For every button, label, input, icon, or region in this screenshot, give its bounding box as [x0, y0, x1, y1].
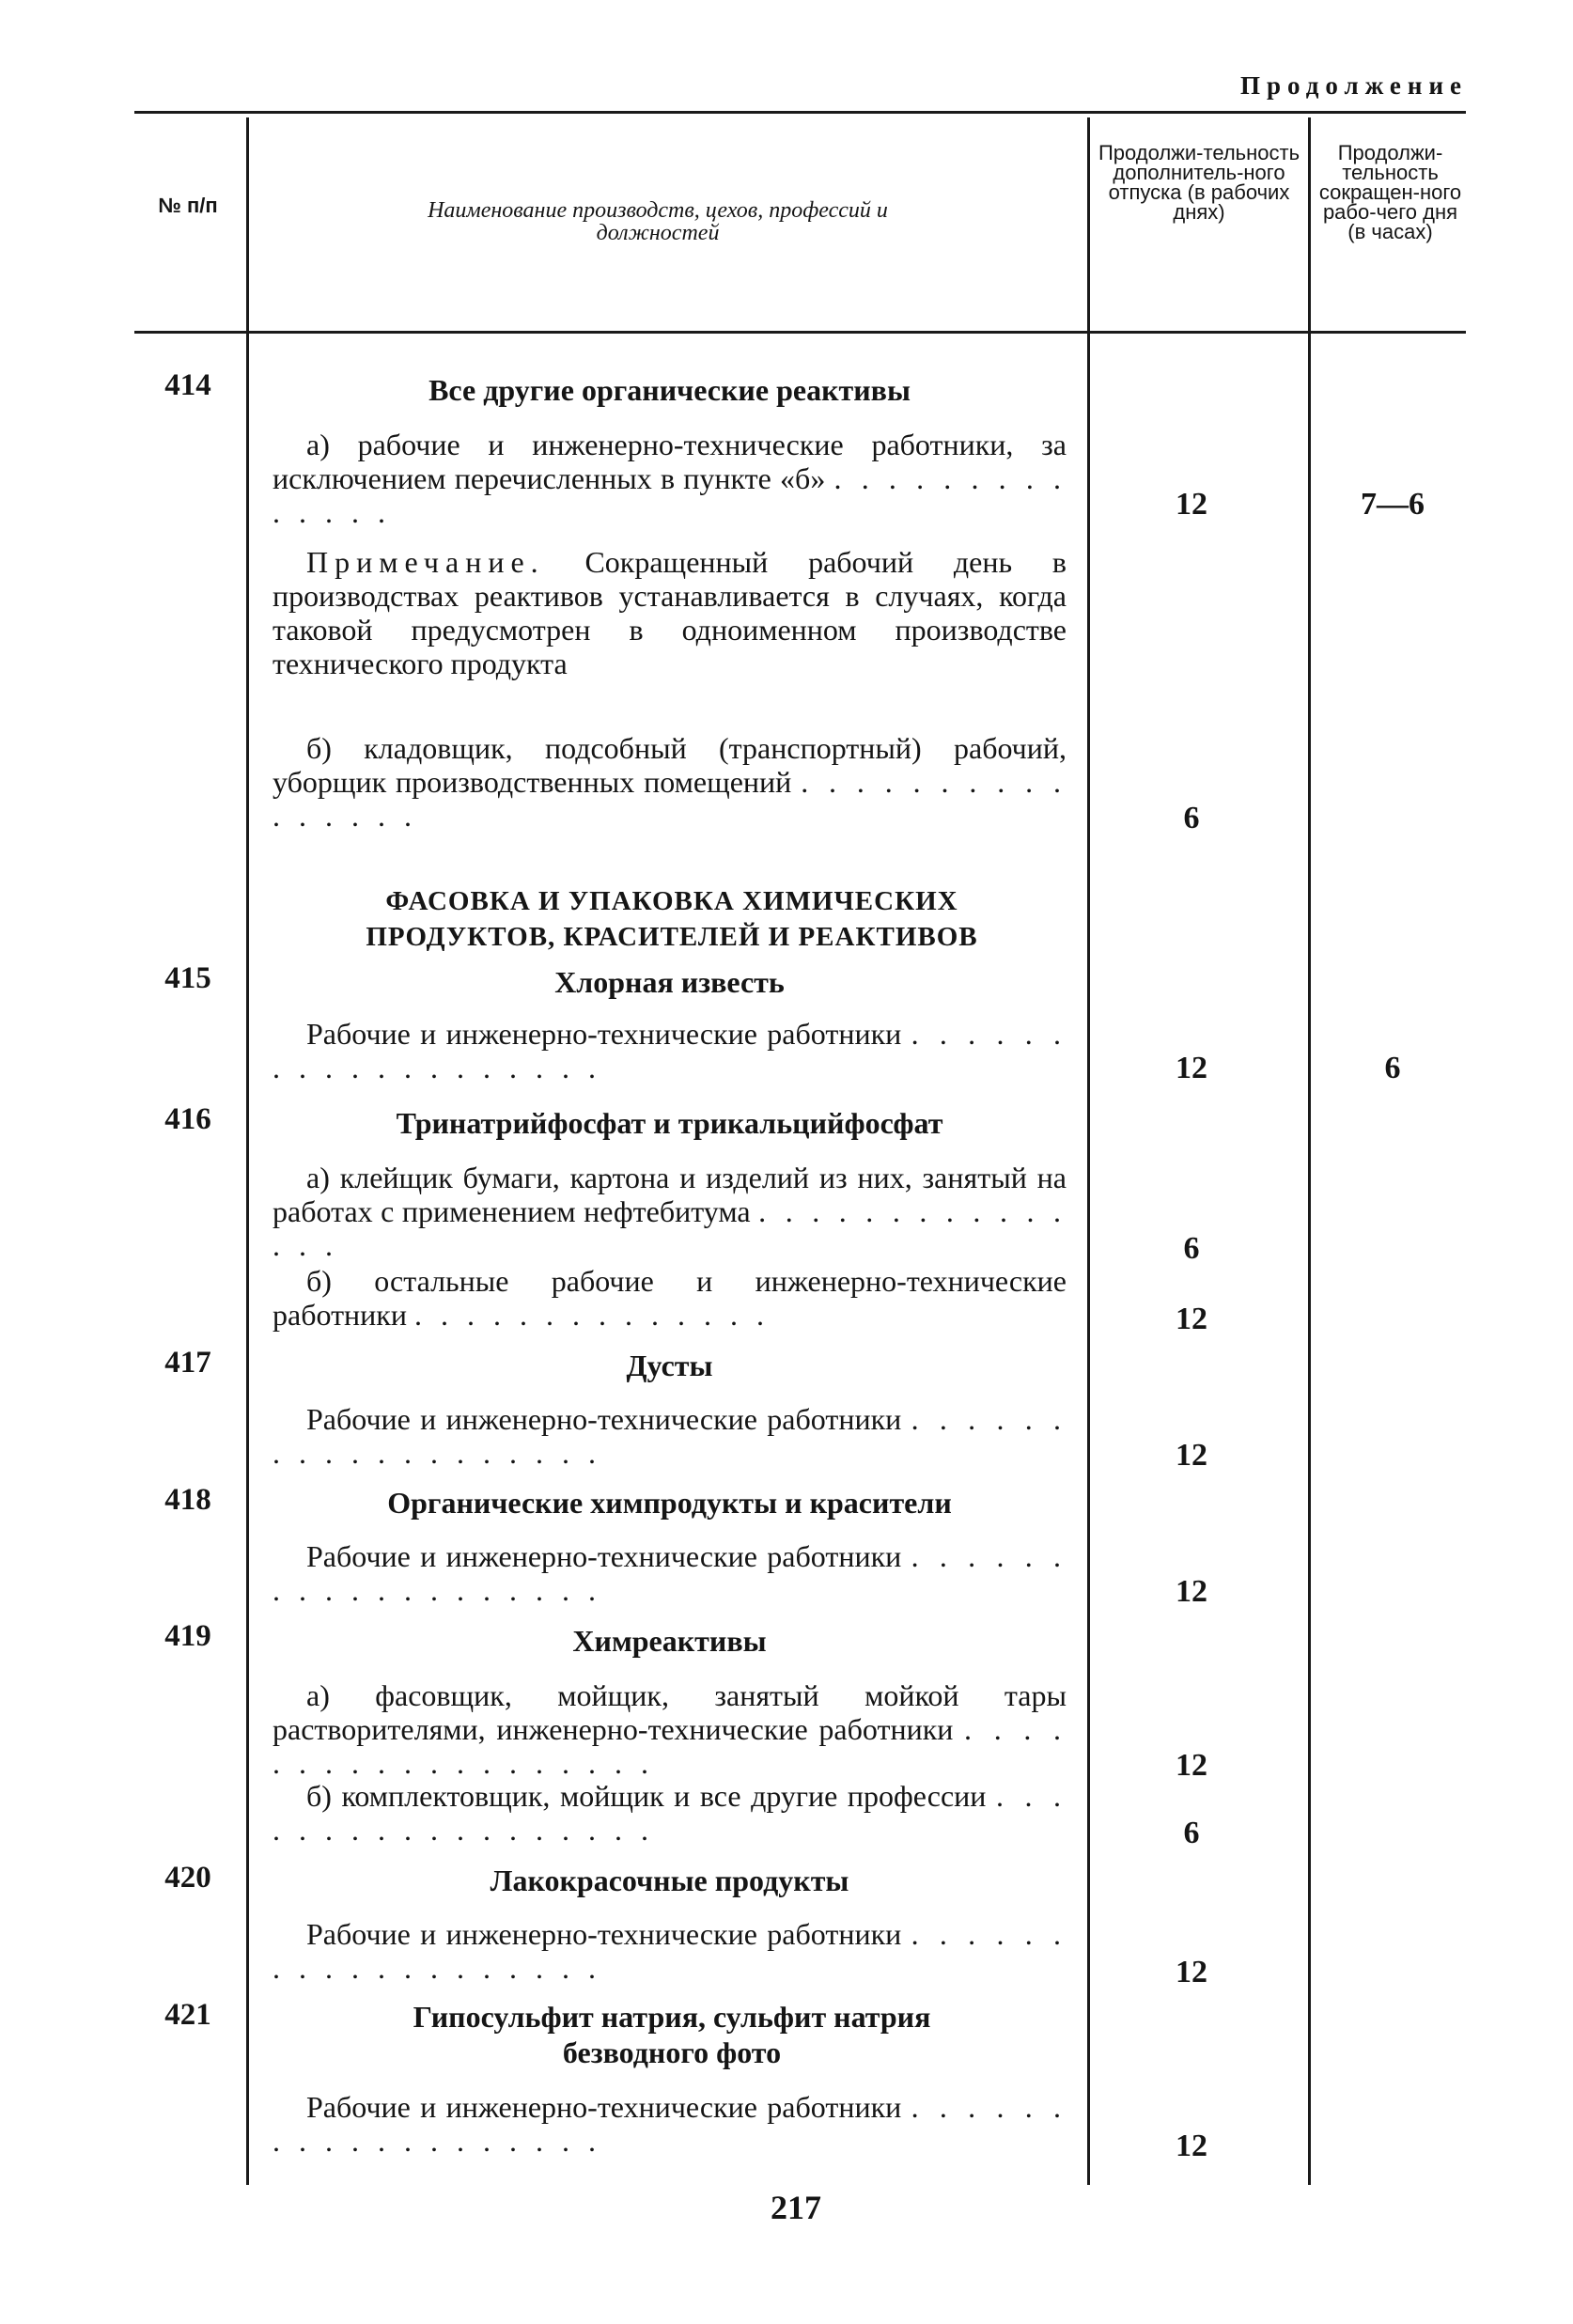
- list-item: [273, 428, 1067, 529]
- page-number: 217: [771, 2189, 821, 2226]
- row-number: 419: [164, 1619, 211, 1653]
- leave-days-value: 12: [1176, 1438, 1207, 1473]
- leader-dots: . . . . . . . . . . . . . . . . . . .: [273, 1917, 1067, 1985]
- leave-days-value: 6: [1183, 1231, 1200, 1266]
- column-divider-3: [1308, 117, 1311, 2185]
- leave-days-value: 6: [1183, 1816, 1200, 1850]
- row-number: 420: [164, 1861, 211, 1895]
- leave-days-value: 12: [1176, 487, 1207, 522]
- leave-days-value: 12: [1176, 1748, 1207, 1783]
- list-item: [273, 2090, 1067, 2158]
- list-item: [273, 1539, 1067, 1607]
- header-col-leave: Продолжи-тельность дополнитель-ного отпуска (в рабочих днях): [1098, 141, 1300, 224]
- list-item: [273, 1678, 1067, 1780]
- leader-dots: . . . . . . . . . . . . . . . .: [273, 765, 1067, 833]
- leave-days-value: 12: [1176, 1302, 1207, 1336]
- leave-days-value: 12: [1176, 2129, 1207, 2163]
- item-text: б) остальные рабочие и инженерно-технические работники: [273, 1264, 1067, 1332]
- item-text: Рабочие и инженерно-технические работники: [306, 1917, 902, 1951]
- header-bottom-rule: [134, 331, 1466, 334]
- item-text: а) клейщик бумаги, картона и изделий из них, занятый на работах с применением нефтебитума: [273, 1161, 1067, 1228]
- row-number: 415: [164, 961, 211, 995]
- header-col-name: Наименование производств, цехов, профессий и должностей: [428, 198, 888, 245]
- leader-dots: . . . . . . . . . . . . . .: [413, 1298, 770, 1332]
- item-text: а) фасовщик, мойщик, занятый мойкой тары растворителями, инженерно-технические работники: [273, 1678, 1067, 1746]
- reduced-hours-value: 6: [1384, 1051, 1401, 1085]
- list-item: [273, 731, 1067, 833]
- section-heading: Лакокрасочные продукты: [490, 1864, 849, 1897]
- leader-dots: . . . . . . . . . . . . . . . . . . .: [273, 1712, 1067, 1780]
- leader-dots: . . . . . . . . . . . . . .: [273, 461, 1067, 529]
- row-number: 418: [164, 1483, 211, 1517]
- row-number: 421: [164, 1998, 211, 2032]
- item-text: Рабочие и инженерно-технические работники: [306, 2090, 902, 2124]
- leader-dots: . . . . . . . . . . . . . . . . . .: [273, 1779, 1067, 1847]
- list-item: [273, 1161, 1067, 1262]
- leave-days-value: 6: [1183, 801, 1200, 835]
- continuation-label: Продолжение: [1240, 71, 1468, 100]
- header-col-num: № п/п: [158, 194, 218, 217]
- item-text: Рабочие и инженерно-технические работники: [306, 1539, 902, 1573]
- leader-dots: . . . . . . . . . . . . . . . . . . .: [273, 1402, 1067, 1470]
- section-heading: Дусты: [626, 1349, 713, 1382]
- leave-days-value: 12: [1176, 1051, 1207, 1085]
- leave-days-value: 12: [1176, 1574, 1207, 1609]
- leave-days-value: 12: [1176, 1955, 1207, 1989]
- list-item: [273, 1402, 1067, 1470]
- reduced-hours-value: 7—6: [1361, 487, 1425, 522]
- column-divider-1: [246, 117, 249, 2185]
- section-heading: Гипосульфит натрия, сульфит натрия безводного фото: [413, 2000, 931, 2069]
- note-label: Примечание.: [306, 545, 545, 579]
- list-item: [273, 1017, 1067, 1084]
- item-text: б) комплектовщик, мойщик и все другие профессии: [306, 1779, 987, 1813]
- row-number: 414: [164, 368, 211, 402]
- item-text: Рабочие и инженерно-технические работники: [306, 1402, 902, 1436]
- item-text: Рабочие и инженерно-технические работники: [306, 1017, 902, 1051]
- list-item: [273, 1779, 1067, 1847]
- section-heading: Тринатрийфосфат и трикальцийфосфат: [396, 1106, 943, 1140]
- section-heading: Все другие органические реактивы: [428, 373, 911, 407]
- row-number: 416: [164, 1102, 211, 1136]
- item-text: б) кладовщик, подсобный (транспортный) рабочий, уборщик производственных помещений: [273, 731, 1067, 799]
- section-heading: Хлорная известь: [554, 965, 785, 999]
- row-number: 417: [164, 1346, 211, 1380]
- leader-dots: . . . . . . . . . . . . . . . . . . .: [273, 2090, 1067, 2158]
- table-top-rule: [134, 111, 1466, 114]
- column-divider-2: [1087, 117, 1090, 2185]
- item-text: а) рабочие и инженерно-технические работники, за исключением перечисленных в пункте «б»: [273, 428, 1067, 495]
- note-paragraph: [273, 545, 1067, 680]
- chapter-heading: ФАСОВКА И УПАКОВКА ХИМИЧЕСКИХ ПРОДУКТОВ, КРАСИТЕЛЕЙ И РЕАКТИВОВ: [366, 886, 978, 952]
- section-heading: Химреактивы: [572, 1624, 767, 1658]
- leader-dots: . . . . . . . . . . . . . . . . . . .: [273, 1539, 1067, 1607]
- leader-dots: . . . . . . . . . . . . . . .: [273, 1194, 1067, 1262]
- section-heading: Органические химпродукты и красители: [387, 1486, 952, 1520]
- list-item: [273, 1917, 1067, 1985]
- leader-dots: . . . . . . . . . . . . . . . . . . .: [273, 1017, 1067, 1084]
- list-item: [273, 1264, 1067, 1332]
- header-col-hours: Продолжи-тельность сокращен-ного рабо-чего дня (в часах): [1318, 141, 1462, 243]
- note-text: Сокращенный рабочий день в производствах реактивов устанавливается в случаях, когда таковой предусмотрен в одноименном производстве технического продукта: [273, 545, 1067, 680]
